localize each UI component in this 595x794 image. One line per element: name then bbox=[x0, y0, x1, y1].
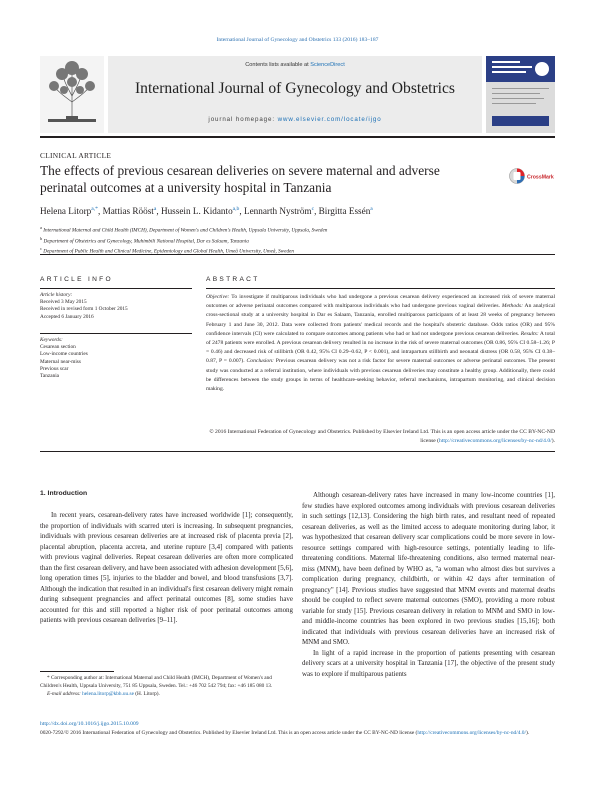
abstract-rule bbox=[206, 288, 555, 289]
author-name: Hussein L. Kidanto bbox=[160, 206, 233, 217]
elsevier-tree-logo bbox=[40, 56, 104, 133]
footnote-email: E-mail address: helena.litorp@kbh.uu.se (H. Litorp). bbox=[47, 690, 160, 697]
email-link[interactable]: helena.litorp@kbh.uu.se bbox=[82, 690, 134, 697]
methods-text: An analytical cross-sectional study at a university hospital in Dar es Salaam, Tanzania, enrolled multiparous participants of at least 28 weeks of pregnancy between February 1 and June 30, 2012. Data were collected from patients' medical records and the hospital's obstetric database. Odds ratios (OR) and 95% confidence intervals (CI) were calculated to compare outcomes among patients who had or had not undergone previous cesarean deliveries. bbox=[206, 303, 555, 337]
crossmark-badge[interactable] bbox=[508, 166, 556, 186]
keywords-section bbox=[40, 337, 192, 380]
crossmark-label: CrossMark bbox=[527, 174, 554, 181]
footnote-text: * Corresponding author at: International Maternal and Child Health (IMCH), Department of Women's and Children's Health, Uppsala University, 751 85 Uppsala, Sweden. Tel.: +46 702 542 794; fax: +46 185 080 13. bbox=[40, 675, 273, 689]
body-column-right bbox=[302, 490, 555, 679]
intro-paragraph-3: In light of a rapid increase in the proportion of patients presenting with cesarean delivery scars at a university hospital in Tanzania [17], the objective of the present study was to explore if multiparous patients bbox=[302, 648, 555, 678]
keyword: Low-income countries bbox=[40, 351, 88, 358]
doi-link[interactable]: http://dx.doi.org/10.1016/j.ijgo.2015.10.009 bbox=[40, 721, 139, 727]
author-name: Lennarth Nyström bbox=[243, 206, 312, 217]
history-item: Received in revised form 1 October 2015 bbox=[40, 306, 128, 313]
keywords-list bbox=[40, 344, 192, 380]
license-link[interactable]: http://creativecommons.org/licenses/by-nc-nd/4.0/ bbox=[439, 438, 552, 445]
conclusion-label: Conclusion: bbox=[246, 358, 274, 365]
issn-license-line: 0020-7292/© 2016 International Federation of Gynecology and Obstetrics. Published by Elsevier Ireland Ltd. This is an open access article under the CC BY-NC-ND license (http://creativecommons.org/licenses/by-nc-nd/4.0/). bbox=[40, 730, 530, 736]
author-name: Helena Litorp bbox=[40, 206, 92, 217]
contents-line: Contents lists available at ScienceDirect bbox=[245, 62, 345, 68]
keywords-label: Keywords: bbox=[40, 337, 63, 343]
homepage-link[interactable]: www.elsevier.com/locate/ijgo bbox=[277, 116, 382, 123]
footnote-rule bbox=[40, 671, 114, 672]
author[interactable] bbox=[319, 206, 373, 216]
journal-banner bbox=[108, 56, 482, 133]
results-label: Results: bbox=[520, 330, 539, 337]
methods-label: Methods: bbox=[501, 303, 523, 310]
author[interactable] bbox=[161, 206, 239, 216]
sciencedirect-link[interactable]: ScienceDirect bbox=[310, 62, 345, 68]
body-column-left bbox=[40, 510, 293, 626]
author-affiliation-marker[interactable]: a,* bbox=[91, 206, 98, 212]
author[interactable] bbox=[244, 206, 314, 216]
abstract-text bbox=[206, 293, 555, 394]
abstract-bottom-rule bbox=[40, 451, 555, 452]
introduction-heading: 1. Introduction bbox=[40, 490, 88, 497]
history-list bbox=[40, 299, 192, 321]
keyword: Maternal near-miss bbox=[40, 358, 81, 365]
keyword: Cesarean section bbox=[40, 344, 76, 351]
keywords-rule bbox=[40, 333, 192, 334]
author-affiliation-marker[interactable]: a,b bbox=[232, 206, 240, 212]
issn-license-link[interactable]: http://creativecommons.org/licenses/by-nc-nd/4.0/ bbox=[417, 730, 526, 736]
journal-title: International Journal of Gynecology and Obstetrics bbox=[134, 80, 455, 97]
article-history bbox=[40, 292, 192, 321]
results-text: A total of 2478 patients were enrolled. A previous cesarean delivery resulted in no increase in the risk of severe maternal outcomes (OR 0.86, 95% CI 0.58–1.26; P = 0.46) and decreased risk of stillbirth (OR 0.42, 95% CI 0.29–0.62, P < 0.001), and intrapartum stillbirth and neonatal distress (OR 0.58, 95% CI 0.38–0.87, P = 0.007). bbox=[206, 330, 555, 365]
article-title: The effects of previous cesarean deliveries on severe maternal and adverse perinatal outcomes at a university hospital in Tanzania bbox=[40, 163, 440, 195]
affiliations bbox=[40, 224, 555, 256]
affiliation: $^c$ Department of Public Health and Clinical Medicine, Epidemiology and Global Health, Umeå University, Umeå, Sweden bbox=[40, 246, 294, 256]
intro-paragraph-1: In recent years, cesarean-delivery rates have increased worldwide [1]; consequently, the proportion of individuals with scarred uteri is increasing. In subsequent pregnancies, individuals with previous cesarean deliveries are at increased risk of placenta previa [2], placental abruption, placenta accreta, and uterine rupture [3,4] compared with patients with previous vaginal deliveries. Repeat cesarean deliveries are often more complicated than the first cesarean delivery, and have been associated with adhesion development [5,6], long operation times [5], injuries to the bladder and bowel, and blood transfusions [3,7]. Although the indication that resulted in an individual's first cesarean delivery might remain during subsequent pregnancies and affect perinatal outcomes [8], some studies have accounted for this and still reported a higher risk of poor perinatal outcomes among patients with previous cesarean deliveries [9–11]. bbox=[40, 511, 293, 624]
keyword: Tanzania bbox=[40, 373, 60, 380]
journal-homepage: journal homepage: www.elsevier.com/locate/ijgo bbox=[208, 116, 382, 123]
keyword: Previous scar bbox=[40, 365, 69, 372]
affiliation: $^a$ International Maternal and Child Health (IMCH), Department of Women's and Children's Health, Uppsala University, Uppsala, Sweden bbox=[40, 225, 328, 234]
header-rule bbox=[40, 136, 555, 138]
abstract-copyright: © 2016 International Federation of Gynecology and Obstetrics. Published by Elsevier Ireland Ltd. This is an open access article under the CC BY-NC-ND license (http://creativecommons.org/licenses/by-nc-nd/4.0/). bbox=[209, 429, 555, 445]
author-name: Birgitta Essén bbox=[318, 206, 371, 217]
history-item: Accepted 6 January 2016 bbox=[40, 313, 94, 320]
affiliation-rule bbox=[40, 254, 555, 255]
author-name: Mattias Rööst bbox=[102, 206, 154, 217]
article-info-heading: ARTICLE INFO bbox=[40, 276, 113, 283]
author-list: Helena Litorp$^{a,*}$, Mattias Rööst$^a$, Hussein L. Kidanto$^{a,b}$, Lennarth Nyström$^c$, Birgitta Essén$^a$ bbox=[40, 206, 373, 217]
author-affiliation-marker[interactable]: a bbox=[153, 206, 157, 212]
journal-masthead bbox=[40, 56, 555, 133]
affiliation: $^b$ Department of Obstetrics and Gynecology, Muhimbili National Hospital, Dar es Salaam, Tanzania bbox=[40, 235, 249, 245]
journal-reference[interactable]: International Journal of Gynecology and Obstetrics 133 (2016) 183–187 bbox=[216, 37, 379, 43]
author[interactable] bbox=[40, 206, 98, 216]
objective-label: Objective: bbox=[206, 294, 230, 300]
article-type: CLINICAL ARTICLE bbox=[40, 151, 112, 160]
history-label: Article history: bbox=[40, 292, 73, 298]
author[interactable] bbox=[103, 206, 157, 216]
corresponding-author-footnote bbox=[40, 675, 293, 698]
author-affiliation-marker[interactable]: c bbox=[311, 206, 315, 212]
journal-cover-image bbox=[486, 56, 555, 133]
objective-text: To investigate if multiparous individuals who had undergone a previous cesarean delivery experienced an increased risk of severe maternal outcomes or adverse perinatal outcomes compared with multiparous individuals who had undergone previous vaginal deliveries. bbox=[206, 294, 555, 310]
article-info-rule bbox=[40, 288, 192, 289]
history-item: Received 3 May 2015 bbox=[40, 299, 87, 306]
conclusion-text: Previous cesarean delivery was not a risk factor for severe maternal outcomes or adverse perinatal outcomes. The present study was conducted at a referral institution, where individuals with previous cesarean deliveries may constitute a healthy group. Additionally, there could be differences between the study groups in terms of healthcare-seeking behavior, referral mechanisms, intrapartum monitoring, and clinical decision making. bbox=[206, 358, 556, 393]
author-affiliation-marker[interactable]: a bbox=[370, 206, 373, 212]
abstract-heading: ABSTRACT bbox=[206, 276, 260, 283]
intro-paragraph-2: Although cesarean-delivery rates have increased in many low-income countries [1], few studies have explored outcomes among individuals with previous cesarean deliveries in such settings [12,13]. Considering the high birth rates, and resultant need of repeated cesarean deliveries, as well as the limited access to adequate monitoring during labor, it was hypothesized that cesarean delivery scar complications could be more severe in low-resource settings compared with high-resource settings, potentially leading to life-threatening conditions. Maternal life-threatening conditions, also termed maternal near-miss (MNM), have been defined by WHO as, "a woman who almost dies but survives a complication during pregnancy, childbirth, or within 42 days after termination of pregnancy" [14]. Previous studies have suggested that MNM events and maternal deaths should be coupled to reflect severe maternal outcomes (SMO), providing a more robust variable for study [15]. Previous cesarean delivery in relation to MNM and SMO in low- and middle-income countries has been explored in two previous studies [15,16]; both indicated that individuals with previous cesarean deliveries have an increased risk of MNM and SMO. bbox=[302, 491, 555, 646]
